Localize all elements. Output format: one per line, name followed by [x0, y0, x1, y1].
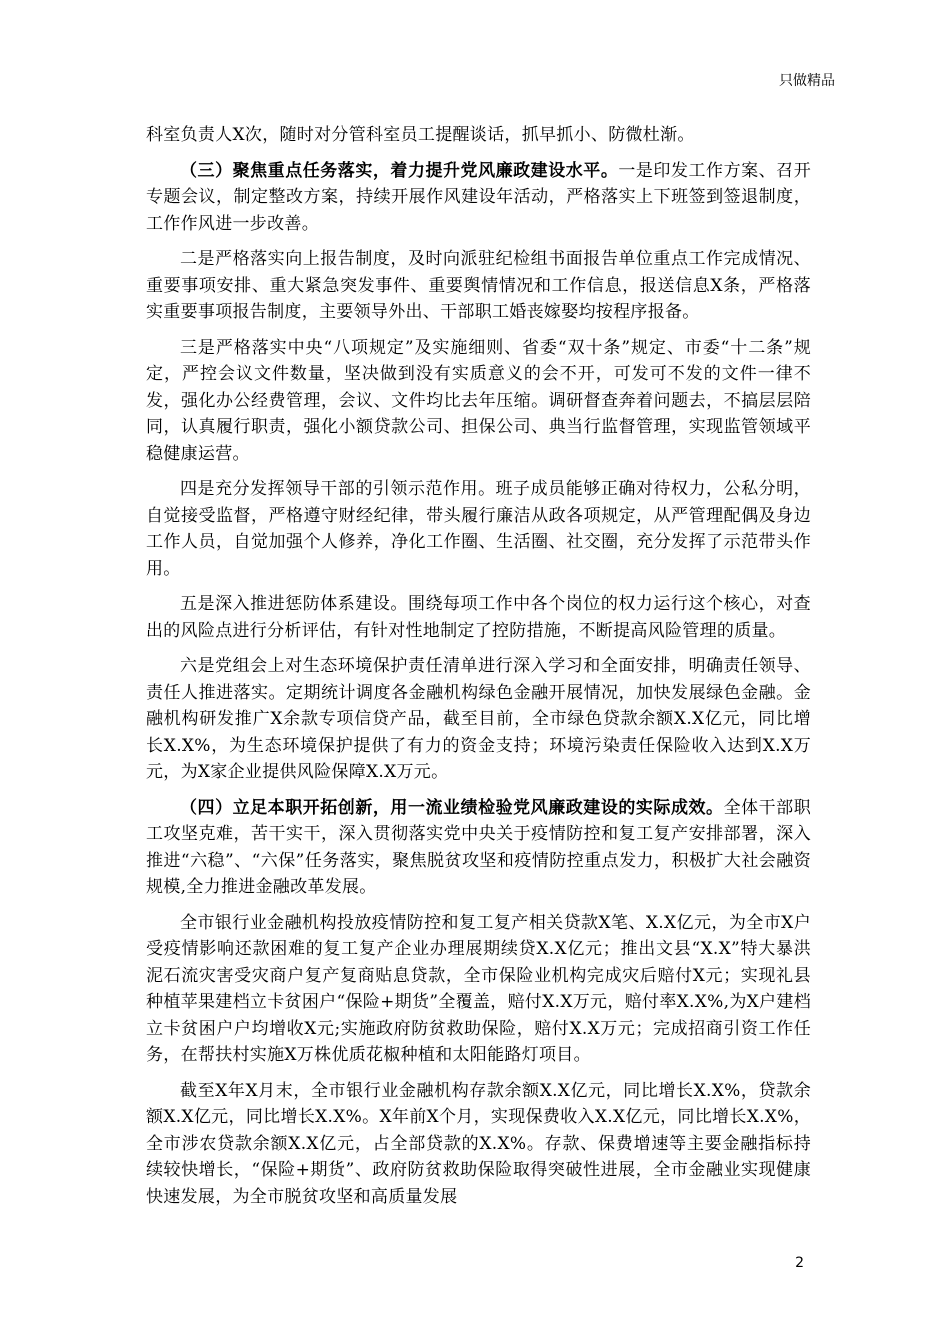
- section-heading: （四）立足本职开拓创新，用一流业绩检验党风廉政建设的实际成效。: [180, 797, 724, 818]
- paragraph-text: 全市银行业金融机构投放疫情防控和复工复产相关贷款X笔、X.X亿元，为全市X户受疫情影响还款困难的复工复产企业办理展期续贷X.X亿元；推出文县“X.X”特大暴洪泥石流灾害受灾商户复产复商贴息贷款，全市保险业机构完成灾后赔付X元；实现礼县种植苹果建档立卡贫困户“保险+期货”全覆盖，赔付X.X万元，赔付率X.X%,为X户建档立卡贫困户户均增收X元;实施政府防贫救助保险，赔付X.X万元；完成招商引资工作任务，在帮扶村实施X万株优质花椒种植和太阳能路灯项目。: [146, 912, 811, 1065]
- paragraph: [146, 1078, 811, 1211]
- section-heading: （三）聚焦重点任务落实，着力提升党风廉政建设水平。: [180, 160, 619, 181]
- paragraph-text: 二是严格落实向上报告制度，及时向派驻纪检组书面报告单位重点工作完成情况、重要事项安排、重大紧急突发事件、重要舆情情况和工作信息，报送信息X条，严格落实重要事项报告制度，主要领导外出、干部职工婚丧嫁娶均按程序报备。: [146, 249, 811, 322]
- paragraph-text: 六是党组会上对生态环境保护责任清单进行深入学习和全面安排，明确责任领导、责任人推进落实。定期统计调度各金融机构绿色金融开展情况，加快发展绿色金融。金融机构研发推广X余款专项信贷产品，截至目前，全市绿色贷款余额X.X亿元，同比增长X.X%，为生态环境保护提供了有力的资金支持；环境污染责任保险收入达到X.X万元，为X家企业提供风险保障X.X万元。: [146, 656, 811, 782]
- document-body: [146, 122, 811, 1219]
- paragraph: [146, 335, 811, 468]
- paragraph-text: 一是印发工作方案、召开专题会议，制定整改方案，持续开展作风建设年活动，严格落实上下班签到签退制度，工作作风进一步改善。: [146, 160, 811, 234]
- paragraph-text: 五是深入推进惩防体系建设。围绕每项工作中各个岗位的权力运行这个核心，对查出的风险点进行分析评估，有针对性地制定了控防措施，不断提高风险管理的质量。: [146, 594, 811, 641]
- paragraph: [146, 591, 811, 644]
- paragraph-text: 三是严格落实中央“八项规定”及实施细则、省委“双十条”规定、市委“十二条”规定，严控会议文件数量，坚决做到没有实质意义的会不开，可发可不发的文件一律不发，强化办公经费管理，会议、文件均比去年压缩。调研督查奔着问题去，不搞层层陪同，认真履行职责，强化小额贷款公司、担保公司、典当行监督管理，实现监管领域平稳健康运营。: [146, 337, 811, 464]
- paragraph: [146, 122, 811, 149]
- paragraph: [146, 476, 811, 582]
- header-note: 只做精品: [779, 73, 835, 89]
- paragraph-text: 全体干部职工攻坚克难，苦干实干，深入贯彻落实党中央关于疫情防控和复工复产安排部署，深入推进“六稳”、“六保”任务落实，聚焦脱贫攻坚和疫情防控重点发力，积极扩大社会融资规模,全力推进金融改革发展。: [146, 797, 811, 897]
- paragraph-text: 四是充分发挥领导干部的引领示范作用。班子成员能够正确对待权力，公私分明，自觉接受监督，严格遵守财经纪律，带头履行廉洁从政各项规定，从严管理配偶及身边工作人员，自觉加强个人修养，净化工作圈、生活圈、社交圈，充分发挥了示范带头作用。: [146, 479, 811, 579]
- paragraph-text: 科室负责人X次，随时对分管科室员工提醒谈话，抓早抓小、防微杜渐。: [146, 125, 695, 145]
- page-number: 2: [795, 1255, 804, 1271]
- paragraph: [146, 653, 811, 786]
- paragraph-text: 截至X年X月末，全市银行业金融机构存款余额X.X亿元，同比增长X.X%，贷款余额X.X亿元，同比增长X.X%。X年前X个月，实现保费收入X.X亿元，同比增长X.X%，全市涉农贷款余额X.X亿元，占全部贷款的X.X%。存款、保费增速等主要金融指标持续较快增长，“保险+期货”、政府防贫救助保险取得突破性进展，全市金融业实现健康快速发展，为全市脱贫攻坚和高质量发展: [146, 1080, 811, 1207]
- section-paragraph: [146, 158, 811, 238]
- section-paragraph: [146, 795, 811, 901]
- paragraph: [146, 246, 811, 326]
- paragraph: [146, 910, 811, 1069]
